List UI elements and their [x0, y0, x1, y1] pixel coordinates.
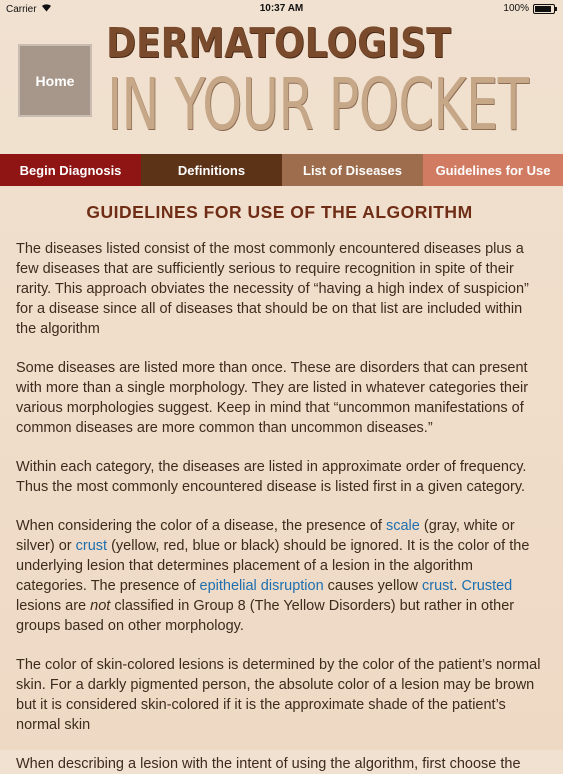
paragraph-5: The color of skin-colored lesions is determined by the color of the patient’s normal skin. For a darkly pigmented person, the absolute color of a lesion may be brown but it is considered skin-colored if it is the approximate shade of the patient’s normal skin — [16, 657, 541, 733]
link-crusted[interactable]: Crusted — [461, 578, 513, 594]
app-header — [0, 17, 563, 154]
nav-tabs — [0, 154, 563, 186]
text-segment: (yellow, red, blue or black) should be ignored. It is the color of the underlying lesion that determines placement of a lesion in the algorithm categories. The presence of — [16, 538, 530, 594]
tab-list-of-diseases[interactable]: List of Diseases — [282, 154, 423, 186]
text-segment: When considering the color of a disease, the presence of — [16, 518, 386, 534]
carrier-label: Carrier — [6, 3, 37, 15]
tab-definitions[interactable]: Definitions — [141, 154, 282, 186]
text-segment: causes yellow — [323, 578, 422, 594]
paragraph-3: Within each category, the diseases are listed in approximate order of frequency. Thus the most commonly encountered disease is listed first in a given category. — [16, 459, 527, 495]
paragraph-6: When describing a lesion with the intent of using the algorithm, first choose the — [16, 756, 521, 772]
page-title: GUIDELINES FOR USE OF THE ALGORITHM — [86, 202, 473, 222]
status-bar — [0, 0, 563, 17]
guidelines-content[interactable] — [16, 186, 543, 772]
home-button[interactable]: Home — [18, 44, 92, 117]
paragraph-4 — [16, 516, 543, 636]
paragraph-2: Some diseases are listed more than once. These are disorders that can present with more than a single morphology. They are listed in whatever categories their various morphologies suggest. Keep in mind that “uncommon manifestations of common diseases are more common than uncommon diseases.” — [16, 360, 529, 436]
link-crust[interactable]: crust — [75, 538, 108, 554]
text-segment: (gray, white or silver) or — [16, 518, 515, 554]
tab-begin-diagnosis[interactable]: Begin Diagnosis — [0, 154, 141, 186]
status-time: 10:37 AM — [259, 3, 304, 14]
logo-title-line1: DERMATOLOGIST — [106, 19, 451, 67]
text-segment: classified in Group 8 (The Yellow Disorders) but rather in other groups based on other morphology. — [16, 598, 515, 634]
text-segment: . — [453, 578, 462, 594]
paragraph-1: The diseases listed consist of the most commonly encountered diseases plus a few diseases that are sufficiently serious to require recognition in spite of their rarity. This approach obviates the necessity of “having a high index of suspicion” for a disease since all of diseases that should be on that list are included within the algorithm — [16, 241, 529, 337]
logo-title-line2: IN YOUR POCKET — [107, 63, 529, 146]
link-epithelial-disruption[interactable]: epithelial disruption — [199, 578, 324, 594]
status-right — [503, 3, 555, 14]
battery-icon — [533, 4, 555, 14]
battery-percent: 100% — [503, 3, 529, 14]
tab-guidelines-for-use[interactable]: Guidelines for Use — [423, 154, 563, 186]
link-scale[interactable]: scale — [385, 518, 420, 534]
link-crust-2[interactable]: crust — [421, 578, 454, 594]
text-segment: lesions are — [16, 598, 91, 614]
emphasis-not: not — [90, 598, 111, 614]
